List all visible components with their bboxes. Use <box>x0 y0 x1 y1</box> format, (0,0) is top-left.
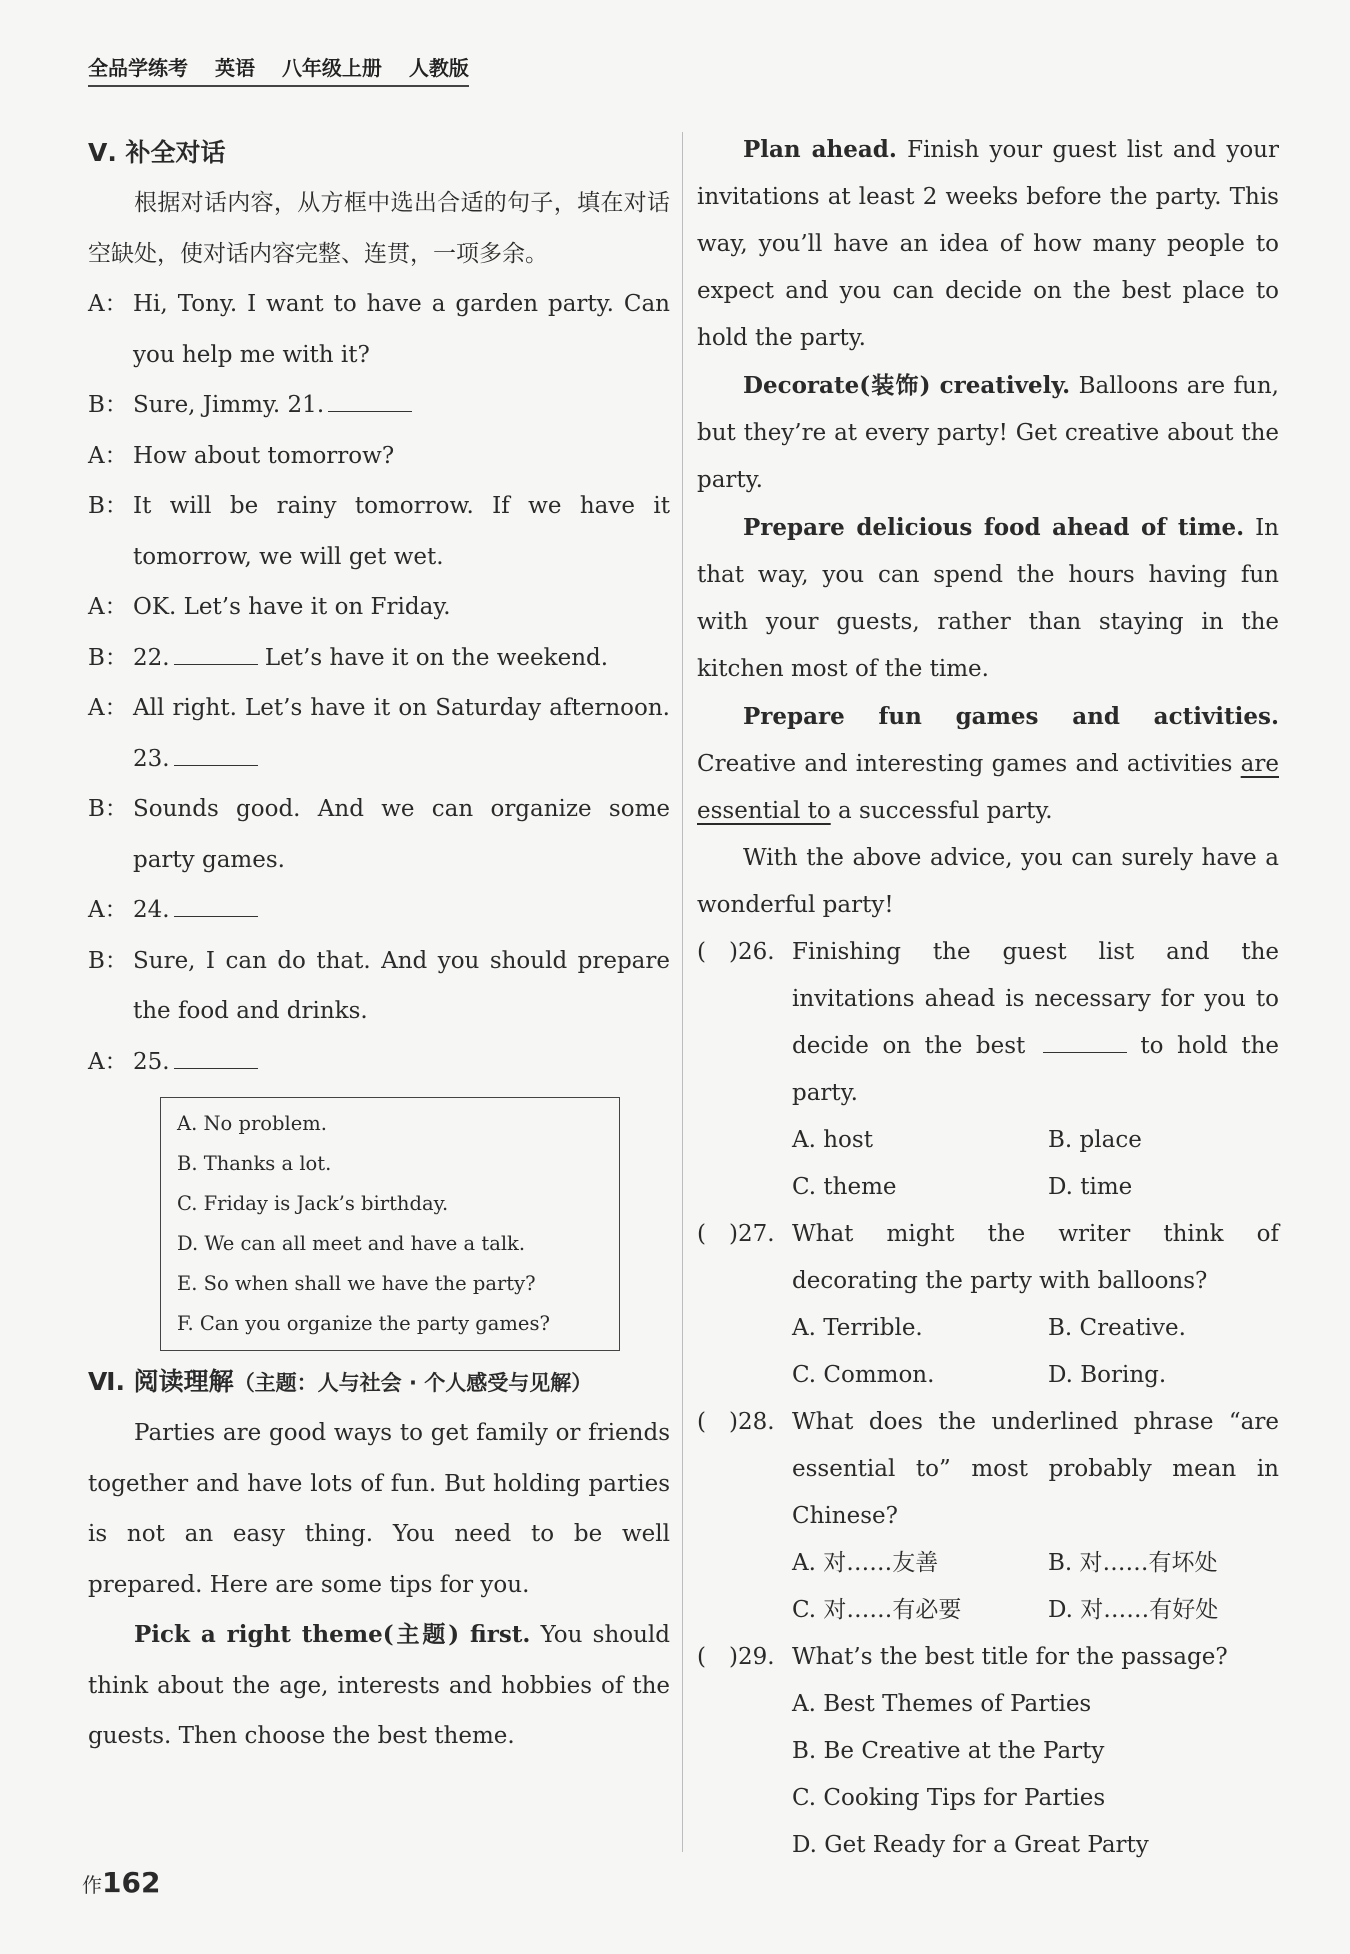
tip-5-body: Creative and interesting games and activities <box>697 751 1241 777</box>
tip-2-body: Finish your guest list and your invitations at least 2 weeks before the party. This way, you’ll have an idea of how many people to expect and you can decide on the best place to hold the party. <box>697 137 1279 351</box>
line-text: Sounds good. And we can organize some party games. <box>133 796 670 873</box>
answer-blank-24[interactable] <box>174 896 258 917</box>
book-title: 全品学练考 <box>88 56 188 80</box>
question-number: ( )27. <box>697 1221 775 1247</box>
option[interactable]: B. place <box>1048 1127 1142 1153</box>
tip-3 <box>697 362 1279 504</box>
tip-4-body: In that way, you can spend the hours having fun with your guests, rather than staying in the kitchen most of the time. <box>697 515 1279 682</box>
option[interactable]: B. Be Creative at the Party <box>792 1738 1105 1764</box>
option[interactable]: C. Common. <box>792 1362 935 1388</box>
option[interactable]: C. Cooking Tips for Parties <box>792 1785 1106 1811</box>
option[interactable]: D. Get Ready for a Great Party <box>792 1832 1149 1858</box>
tip-5-body-end: a successful party. <box>830 798 1053 824</box>
speaker: A： <box>88 1048 128 1075</box>
question-text-end: to hold the party. <box>792 1033 1280 1106</box>
dialogue-line <box>88 431 670 482</box>
page-header <box>88 52 469 87</box>
page-number <box>82 1866 160 1899</box>
tip-3-head: Decorate(装饰) creatively. <box>743 372 1071 399</box>
options-box <box>160 1097 620 1351</box>
line-text: 22. <box>133 644 170 671</box>
option-item: C. Friday is Jack’s birthday. <box>177 1192 449 1215</box>
option[interactable]: B. 对……有坏处 <box>1048 1550 1218 1576</box>
tip-1 <box>88 1610 670 1762</box>
line-text: 24. <box>133 897 170 923</box>
speaker: A： <box>88 695 128 721</box>
question-number: ( )28. <box>697 1409 775 1435</box>
options-27 <box>792 1305 1279 1399</box>
passage-intro: Parties are good ways to get family or friends together and have lots of fun. But holding parties is not an easy thing. You need to be well prepared. Here are some tips for you. <box>88 1420 670 1598</box>
speaker: A： <box>88 291 128 317</box>
tip-4 <box>697 504 1279 693</box>
option[interactable]: A. Best Themes of Parties <box>792 1691 1092 1717</box>
dialogue-line <box>88 633 670 684</box>
speaker: B： <box>88 947 128 974</box>
option[interactable]: D. Boring. <box>1048 1362 1167 1388</box>
dialogue-line <box>88 279 670 380</box>
closing: With the above advice, you can surely have a wonderful party! <box>697 845 1279 918</box>
question-text: Finishing the guest list and the invitations ahead is necessary for you to decide on the best <box>792 939 1279 1059</box>
speaker: B： <box>88 493 128 519</box>
page-number-value: 162 <box>102 1866 161 1899</box>
dialogue-line <box>88 784 670 885</box>
section6-theme: （主题：人与社会 · 个人感受与见解） <box>233 1371 593 1395</box>
speaker: A： <box>88 897 128 923</box>
dialogue-line <box>88 885 670 936</box>
line-text: Let’s have it on the weekend. <box>264 644 609 671</box>
question-text: What might the writer think of decorating the party with balloons? <box>792 1221 1279 1294</box>
answer-blank-26[interactable] <box>1043 1032 1127 1053</box>
option-item: A. No problem. <box>177 1112 327 1135</box>
left-column <box>88 128 670 1762</box>
answer-blank-21[interactable] <box>328 391 412 412</box>
speaker: A： <box>88 442 128 469</box>
question-text: What does the underlined phrase “are essential to” most probably mean in Chinese? <box>792 1409 1279 1529</box>
section5-instructions: 根据对话内容，从方框中选出合适的句子，填在对话空缺处，使对话内容完整、连贯，一项多余。 <box>88 190 670 267</box>
line-text: How about tomorrow? <box>133 442 395 469</box>
tip-5 <box>697 693 1279 835</box>
answer-blank-25[interactable] <box>174 1048 258 1069</box>
question-number: ( )29. <box>697 1644 775 1670</box>
line-text: Hi, Tony. I want to have a garden party. Can you help me with it? <box>133 291 670 368</box>
answer-blank-22[interactable] <box>174 644 258 665</box>
question-27 <box>697 1211 1279 1305</box>
section6-title-main: Ⅵ. 阅读理解 <box>88 1367 234 1396</box>
question-28 <box>697 1399 1279 1540</box>
line-text: It will be rainy tomorrow. If we have it tomorrow, we will get wet. <box>133 493 670 570</box>
dialogue-line <box>88 936 670 1037</box>
question-26 <box>697 929 1279 1117</box>
dialogue-line <box>88 582 670 633</box>
tip-2-head: Plan ahead. <box>743 136 897 163</box>
option[interactable]: A. 对……友善 <box>792 1550 939 1576</box>
speaker: B： <box>88 644 128 671</box>
dialogue <box>88 279 670 1087</box>
option[interactable]: D. 对……有好处 <box>1048 1597 1219 1623</box>
line-text: 25. <box>133 1048 170 1075</box>
dialogue-line <box>88 481 670 582</box>
line-text: All right. Let’s have it on Saturday afternoon. 23. <box>133 695 670 772</box>
dialogue-line <box>88 380 670 431</box>
section6-title <box>88 1357 670 1408</box>
line-text: OK. Let’s have it on Friday. <box>133 594 451 620</box>
subject: 英语 <box>214 56 255 80</box>
dialogue-line <box>88 1037 670 1088</box>
line-text: Sure, I can do that. And you should prepare the food and drinks. <box>133 947 670 1024</box>
option-item: B. Thanks a lot. <box>177 1152 332 1175</box>
options-26 <box>792 1117 1279 1211</box>
question-text: What’s the best title for the passage? <box>792 1644 1228 1670</box>
option[interactable]: D. time <box>1048 1174 1133 1200</box>
option-item: F. Can you organize the party games? <box>177 1312 550 1335</box>
option[interactable]: C. 对……有必要 <box>792 1597 962 1623</box>
question-number: ( )26. <box>697 939 775 965</box>
question-29 <box>697 1634 1279 1681</box>
column-divider <box>682 132 683 1852</box>
grade: 八年级上册 <box>281 56 382 80</box>
option[interactable]: C. theme <box>792 1174 897 1200</box>
tip-1-head: Pick a right theme(主题) first. <box>134 1621 531 1648</box>
dialogue-line <box>88 683 670 784</box>
options-28 <box>792 1540 1279 1634</box>
options-29 <box>792 1681 1279 1869</box>
speaker: A： <box>88 594 128 620</box>
line-text: Sure, Jimmy. 21. <box>133 392 325 418</box>
section5-title: Ⅴ. 补全对话 <box>88 138 226 167</box>
tip-2 <box>697 126 1279 362</box>
option[interactable]: B. Creative. <box>1048 1315 1186 1341</box>
page-prefix: 作 <box>82 1873 102 1897</box>
answer-blank-23[interactable] <box>174 745 258 766</box>
tip-1-body: You should think about the age, interests and hobbies of the guests. Then choose the best theme. <box>88 1622 671 1749</box>
option-item: E. So when shall we have the party? <box>177 1272 536 1295</box>
option-item: D. We can all meet and have a talk. <box>177 1232 526 1255</box>
speaker: B： <box>88 392 128 418</box>
edition: 人教版 <box>408 56 469 80</box>
underlined-phrase: are essential to <box>697 751 1279 824</box>
tip-5-head: Prepare fun games and activities. <box>743 703 1279 730</box>
right-column <box>697 126 1279 1869</box>
option[interactable]: A. host <box>792 1127 873 1153</box>
speaker: B： <box>88 796 128 822</box>
option[interactable]: A. Terrible. <box>792 1315 923 1341</box>
tip-4-head: Prepare delicious food ahead of time. <box>743 514 1245 541</box>
tip-3-body: Balloons are fun, but they’re at every party! Get creative about the party. <box>697 373 1279 493</box>
